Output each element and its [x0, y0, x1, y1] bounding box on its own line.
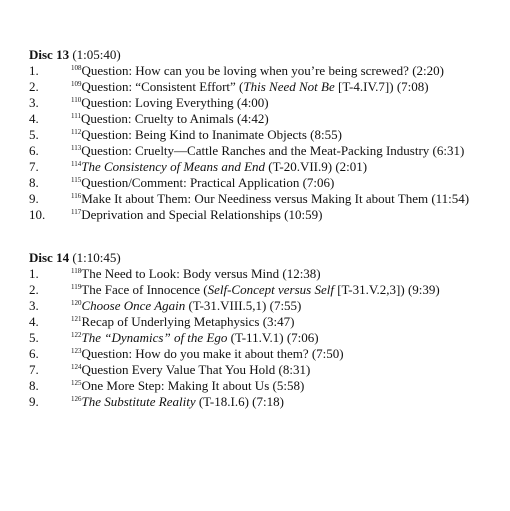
- track-row: [29, 143, 499, 159]
- track-title: [71, 159, 499, 175]
- track-number: 3.: [29, 298, 39, 313]
- track-title-italic: Choose Once Again: [81, 298, 186, 313]
- track-row: [29, 346, 499, 362]
- track-title: [71, 143, 499, 159]
- track-number: 7.: [29, 159, 39, 174]
- track-title-text: (T-20.VII.9) (2:01): [265, 159, 368, 174]
- track-number: 8.: [29, 378, 39, 393]
- footnote-marker: 114: [71, 160, 82, 168]
- track-list: [29, 266, 499, 410]
- track-title-text: [T-31.V.2,3]) (9:39): [333, 282, 440, 297]
- track-row: [29, 362, 499, 378]
- footnote-marker: 113: [71, 144, 82, 152]
- track-number: 3.: [29, 95, 39, 110]
- footnote-marker: 123: [71, 347, 82, 355]
- track-title: [71, 79, 499, 95]
- disc-section: [29, 47, 499, 223]
- track-title: [71, 111, 499, 127]
- track-row: [29, 63, 499, 79]
- track-title: [71, 362, 499, 378]
- track-row: [29, 330, 499, 346]
- track-number: 1.: [29, 63, 39, 78]
- disc-duration: (1:10:45): [72, 250, 121, 265]
- track-row: [29, 79, 499, 95]
- track-title-text: Question: How can you be loving when you’re being screwed? (2:20): [81, 63, 444, 78]
- track-title: [71, 95, 499, 111]
- track-row: [29, 207, 499, 223]
- track-number: 7.: [29, 362, 39, 377]
- footnote-marker: 121: [71, 315, 82, 323]
- footnote-marker: 112: [71, 128, 82, 136]
- track-title: [71, 298, 499, 314]
- track-row: [29, 191, 499, 207]
- track-title-italic: The Consistency of Means and End: [81, 159, 266, 174]
- track-title-text: [T-4.IV.7]) (7:08): [334, 79, 429, 94]
- track-title-text: Question: How do you make it about them? (7:50): [81, 346, 344, 361]
- track-list: [29, 63, 499, 223]
- footnote-marker: 126: [71, 395, 82, 403]
- track-title-italic: Self-Concept versus Self: [207, 282, 334, 297]
- footnote-marker: 108: [71, 64, 82, 72]
- footnote-marker: 119: [71, 283, 82, 291]
- track-title-italic: The “Dynamics” of the Ego: [81, 330, 228, 345]
- footnote-marker: 125: [71, 379, 82, 387]
- track-row: [29, 394, 499, 410]
- track-title: [71, 127, 499, 143]
- track-title: [71, 207, 499, 223]
- track-title-text: The Need to Look: Body versus Mind (12:38): [81, 266, 321, 281]
- track-title-italic: This Need Not Be: [243, 79, 335, 94]
- track-listing: [29, 47, 499, 410]
- track-number: 1.: [29, 266, 39, 281]
- track-title-text: Question: Cruelty to Animals (4:42): [80, 111, 269, 126]
- track-title-text: Question: Cruelty—Cattle Ranches and the Meat-Packing Industry (6:31): [81, 143, 465, 158]
- track-title-text: Question Every Value That You Hold (8:31): [81, 362, 311, 377]
- track-number: 5.: [29, 330, 39, 345]
- track-title-text: Question: Loving Everything (4:00): [81, 95, 269, 110]
- track-title-text: Recap of Underlying Metaphysics (3:47): [81, 314, 295, 329]
- track-row: [29, 159, 499, 175]
- footnote-marker: 115: [71, 176, 82, 184]
- track-title-text: Question/Comment: Practical Application (7:06): [81, 175, 335, 190]
- track-title: [71, 191, 499, 207]
- track-title: [71, 266, 499, 282]
- footnote-marker: 122: [71, 331, 82, 339]
- track-number: 5.: [29, 127, 39, 142]
- footnote-marker: 118: [71, 267, 82, 275]
- track-row: [29, 298, 499, 314]
- track-title: [71, 330, 499, 346]
- track-title: [71, 378, 499, 394]
- track-number: 4.: [29, 314, 39, 329]
- track-row: [29, 95, 499, 111]
- track-row: [29, 175, 499, 191]
- track-title: [71, 346, 499, 362]
- footnote-marker: 116: [71, 192, 82, 200]
- footnote-marker: 110: [71, 96, 82, 104]
- track-number: 9.: [29, 394, 39, 409]
- footnote-marker: 120: [71, 299, 82, 307]
- footnote-marker: 124: [71, 363, 82, 371]
- track-row: [29, 282, 499, 298]
- track-number: 6.: [29, 346, 39, 361]
- track-title: [71, 282, 499, 298]
- disc-heading: [29, 47, 499, 63]
- track-title-text: Question: “Consistent Effort” (: [81, 79, 244, 94]
- disc-duration: (1:05:40): [72, 47, 121, 62]
- disc-label: Disc 14: [29, 250, 70, 265]
- disc-label: Disc 13: [29, 47, 70, 62]
- footnote-marker: 109: [71, 80, 82, 88]
- track-number: 2.: [29, 79, 39, 94]
- disc-heading: [29, 250, 499, 266]
- track-number: 4.: [29, 111, 39, 126]
- track-title: [71, 314, 499, 330]
- track-title-text: Question: Being Kind to Inanimate Objects (8:55): [81, 127, 342, 142]
- track-title-text: The Face of Innocence (: [81, 282, 208, 297]
- track-title-text: (T-11.V.1) (7:06): [227, 330, 319, 345]
- track-number: 6.: [29, 143, 39, 158]
- track-title: [71, 394, 499, 410]
- track-number: 2.: [29, 282, 39, 297]
- track-number: 8.: [29, 175, 39, 190]
- track-row: [29, 314, 499, 330]
- track-number: 10.: [29, 207, 46, 222]
- track-row: [29, 266, 499, 282]
- track-title: [71, 63, 499, 79]
- track-title-text: One More Step: Making It about Us (5:58): [81, 378, 305, 393]
- track-title-italic: The Substitute Reality: [81, 394, 196, 409]
- track-row: [29, 127, 499, 143]
- track-title-text: (T-31.VIII.5,1) (7:55): [185, 298, 302, 313]
- track-title: [71, 175, 499, 191]
- footnote-marker: 111: [71, 112, 81, 120]
- track-row: [29, 111, 499, 127]
- track-row: [29, 378, 499, 394]
- track-title-text: Make It about Them: Our Neediness versus Making It about Them (11:54): [81, 191, 470, 206]
- disc-section: [29, 250, 499, 410]
- footnote-marker: 117: [71, 208, 82, 216]
- track-title-text: (T-18.I.6) (7:18): [195, 394, 284, 409]
- track-number: 9.: [29, 191, 39, 206]
- track-title-text: Deprivation and Special Relationships (10:59): [81, 207, 323, 222]
